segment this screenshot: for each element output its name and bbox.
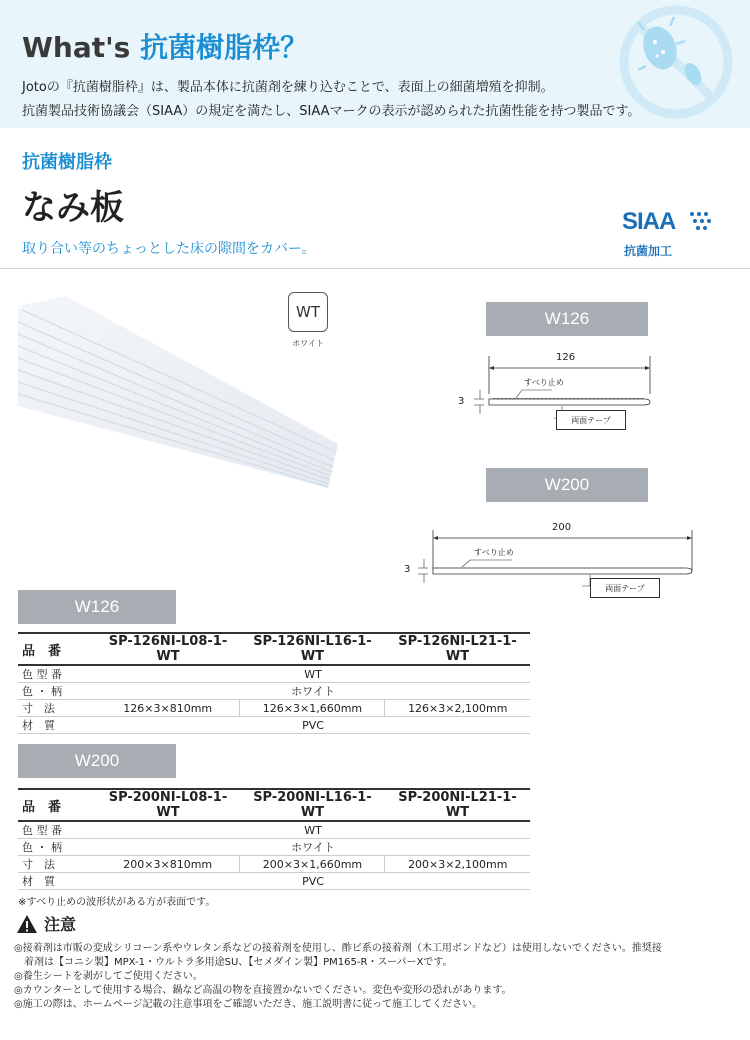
table-label-w200: W200 xyxy=(18,744,176,778)
intro-banner xyxy=(0,0,750,128)
table-row xyxy=(18,717,530,734)
thickness-label-w126: 3 xyxy=(458,396,465,407)
no-bacteria-icon xyxy=(608,4,738,124)
table-label-w126: W126 xyxy=(18,590,176,624)
list-item: ◎施工の際は、ホームページ記載の注意事項をご確認いただき、施工説明書に従って施工してください。 xyxy=(14,999,483,1010)
tape-label-w200: 両面テープ xyxy=(590,578,660,598)
material-value: PVC xyxy=(96,873,530,890)
size-value: 200×3×2,100mm xyxy=(385,856,530,873)
material-value: PVC xyxy=(96,717,530,734)
size-value: 126×3×2,100mm xyxy=(385,700,530,717)
list-item: ◎養生シートを剥がしてご使用ください。 xyxy=(14,971,203,982)
section-divider xyxy=(0,268,750,269)
product-category-tag: 抗菌樹脂枠 xyxy=(22,152,112,173)
product-code: SP-200NI-L16-1-WT xyxy=(240,789,385,821)
row-key: 色 型 番 xyxy=(18,665,96,683)
header-key: 品 番 xyxy=(18,633,96,665)
list-item: ◎カウンターとして使用する場合、鍋など高温の物を直接置かないでください。変色や変形の恐れがあります。 xyxy=(14,985,512,996)
color-value: ホワイト xyxy=(96,839,530,856)
siaa-label: 抗菌加工 xyxy=(624,244,673,258)
slip-label-w126: すべり止め xyxy=(524,378,564,387)
spec-table-w200 xyxy=(18,788,530,890)
intro-title-en: What's xyxy=(22,31,141,64)
list-item: 着剤は【コニシ製】MPX-1・ウルトラ多用途SU、【セメダイン製】PM165-R・スーパーXです。 xyxy=(14,957,453,968)
siaa-mark: SIAA xyxy=(622,208,676,235)
width-label-w126: 126 xyxy=(556,352,576,363)
list-item: ◎接着剤は市販の変成シリコーン系やウレタン系などの接着剤を使用し、酢ビ系の接着剤（木工用ボンドなど）は使用しないでください。推奨接 xyxy=(14,943,662,954)
size-value: 126×3×810mm xyxy=(96,700,240,717)
color-swatch: WT xyxy=(288,292,328,332)
table-row xyxy=(18,821,530,839)
color-code-value: WT xyxy=(96,665,530,683)
product-code: SP-200NI-L21-1-WT xyxy=(385,789,530,821)
product-code: SP-126NI-L16-1-WT xyxy=(240,633,385,665)
size-value: 200×3×1,660mm xyxy=(240,856,385,873)
table-row xyxy=(18,665,530,683)
cross-section-w200 xyxy=(400,520,700,600)
table-row xyxy=(18,700,530,717)
table-row xyxy=(18,683,530,700)
slip-label-w200: すべり止め xyxy=(474,548,514,557)
tape-label-w126: 両面テープ xyxy=(556,410,626,430)
caution-list xyxy=(14,942,744,1012)
intro-title-jp: 抗菌樹脂枠？ xyxy=(140,31,309,64)
intro-text-line-1: Jotoの『抗菌樹脂枠』は、製品本体に抗菌剤を練り込むことで、表面上の細菌増殖を抑制。 xyxy=(22,80,554,95)
row-key: 色 ・ 柄 xyxy=(18,839,96,856)
row-key: 寸 法 xyxy=(18,700,96,717)
header-key: 品 番 xyxy=(18,789,96,821)
product-code: SP-126NI-L08-1-WT xyxy=(96,633,240,665)
caution-title: 注意 xyxy=(44,915,77,934)
color-swatch-name: ホワイト xyxy=(292,339,324,348)
color-code-value: WT xyxy=(96,821,530,839)
table-header-row xyxy=(18,633,530,665)
spec-table-w126 xyxy=(18,632,530,734)
table-row xyxy=(18,873,530,890)
table-row xyxy=(18,856,530,873)
table-header-row xyxy=(18,789,530,821)
row-key: 寸 法 xyxy=(18,856,96,873)
surface-footnote: ※すべり止めの波形状がある方が表面です。 xyxy=(18,897,216,908)
product-code: SP-200NI-L08-1-WT xyxy=(96,789,240,821)
cross-section-w126 xyxy=(452,352,662,432)
row-key: 材 質 xyxy=(18,873,96,890)
warning-icon xyxy=(16,914,38,934)
width-label-w200: 200 xyxy=(552,522,572,533)
intro-text-line-2: 抗菌製品技術協議会（SIAA）の規定を満たし、SIAAマークの表示が認められた抗菌性能を持つ製品です。 xyxy=(22,104,641,119)
thickness-label-w200: 3 xyxy=(404,564,411,575)
siaa-logo xyxy=(622,208,722,268)
intro-title xyxy=(22,26,308,66)
table-row xyxy=(18,839,530,856)
diagram-label-w200: W200 xyxy=(486,468,648,502)
product-description: 取り合い等のちょっとした床の隙間をカバー。 xyxy=(22,241,316,257)
caution-heading xyxy=(16,912,76,935)
color-value: ホワイト xyxy=(96,683,530,700)
size-value: 200×3×810mm xyxy=(96,856,240,873)
row-key: 色 型 番 xyxy=(18,821,96,839)
product-code: SP-126NI-L21-1-WT xyxy=(385,633,530,665)
size-value: 126×3×1,660mm xyxy=(240,700,385,717)
row-key: 材 質 xyxy=(18,717,96,734)
siaa-dots-icon xyxy=(688,210,712,234)
row-key: 色 ・ 柄 xyxy=(18,683,96,700)
product-title: なみ板 xyxy=(22,188,124,228)
diagram-label-w126: W126 xyxy=(486,302,648,336)
